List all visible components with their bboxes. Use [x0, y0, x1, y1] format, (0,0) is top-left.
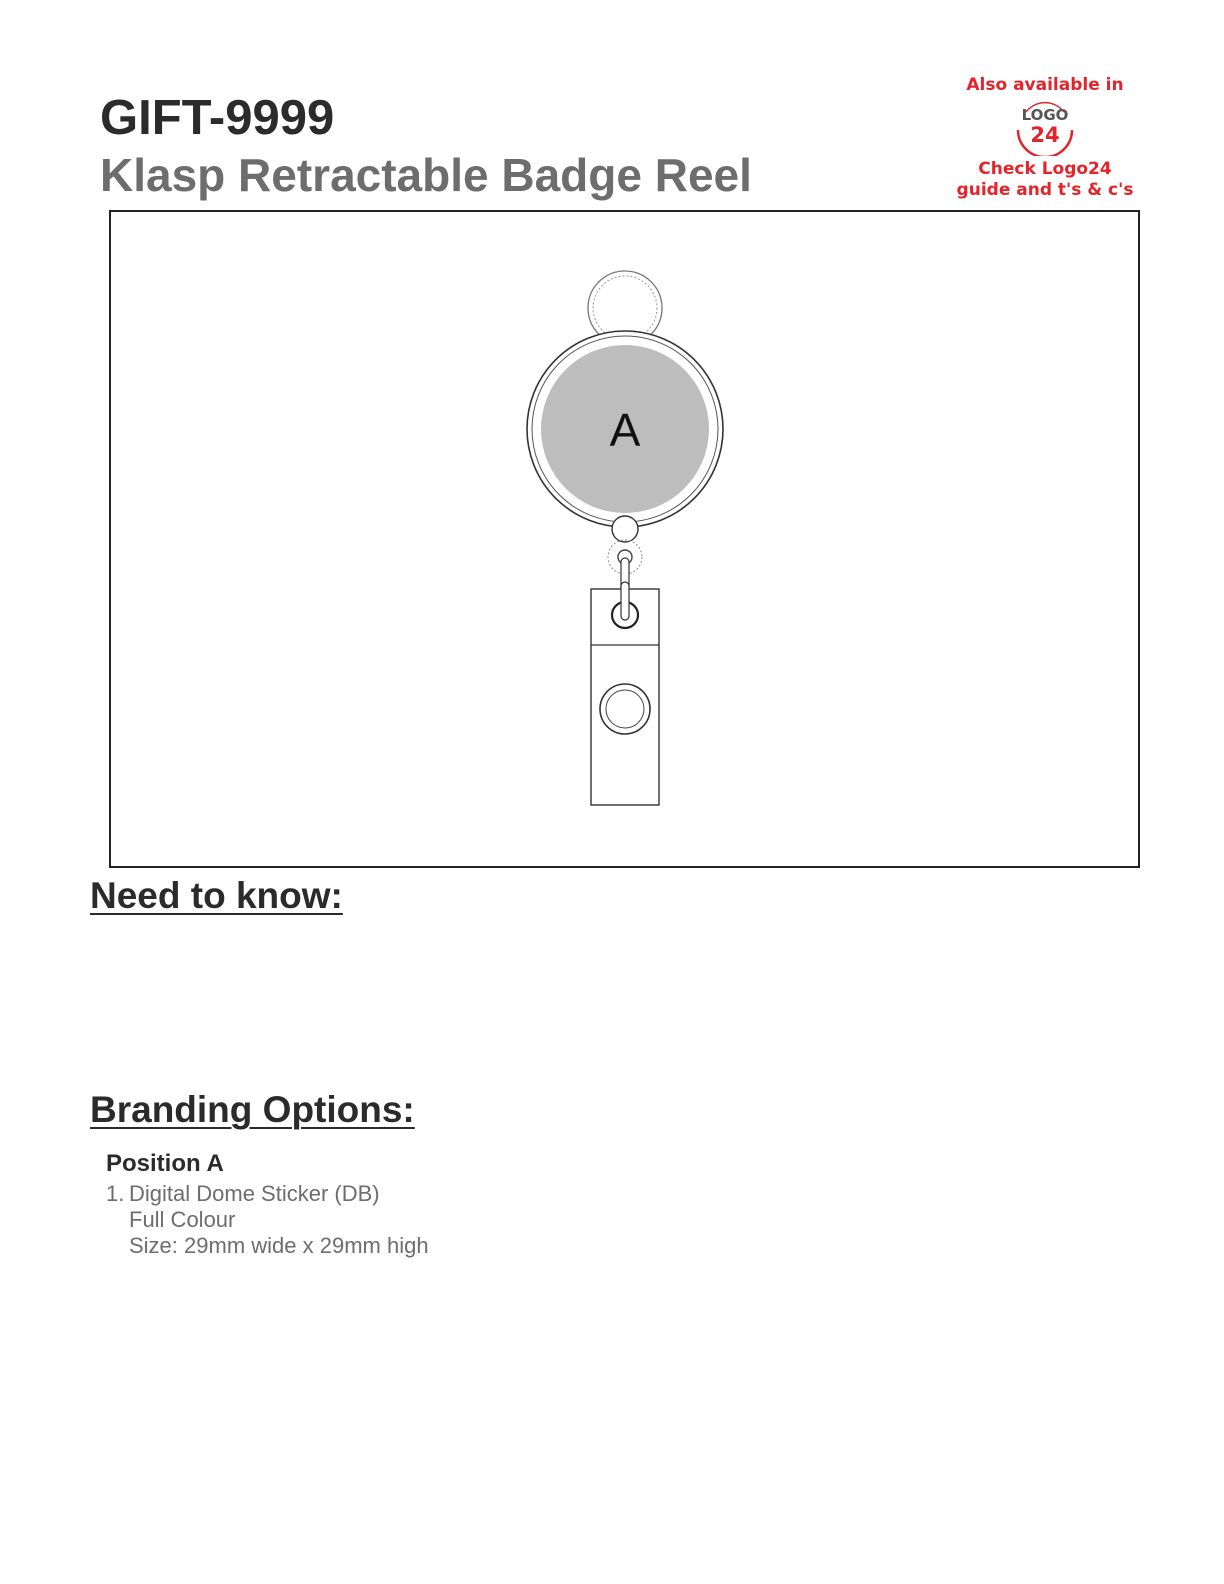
position-a-label: Position A [106, 1150, 224, 1177]
need-to-know-heading: Need to know: [90, 875, 343, 916]
logo24-badge [950, 72, 1140, 204]
logo24-terms-text: guide and t's & c's [956, 180, 1134, 200]
logo24-check-text: Check Logo24 [978, 159, 1112, 179]
badge-reel-illustration [111, 212, 1138, 866]
product-name: Klasp Retractable Badge Reel [100, 149, 752, 201]
product-code: GIFT-9999 [100, 91, 335, 145]
option-colour: Full Colour [129, 1207, 236, 1232]
branding-options-heading: Branding Options: [90, 1089, 415, 1130]
cord-bead [612, 516, 638, 542]
option-number: 1. [106, 1181, 125, 1206]
option-size: Size: 29mm wide x 29mm high [129, 1233, 429, 1258]
position-marker-a: A [609, 404, 641, 456]
product-diagram-frame [109, 210, 1140, 868]
logo24-number: 24 [1030, 123, 1060, 147]
logo24-icon [1012, 100, 1078, 156]
option-method: Digital Dome Sticker (DB) [129, 1181, 380, 1206]
logo24-word: LOGO [1021, 106, 1069, 124]
badge-strap [591, 582, 659, 805]
logo24-availability-text: Also available in [966, 75, 1124, 95]
